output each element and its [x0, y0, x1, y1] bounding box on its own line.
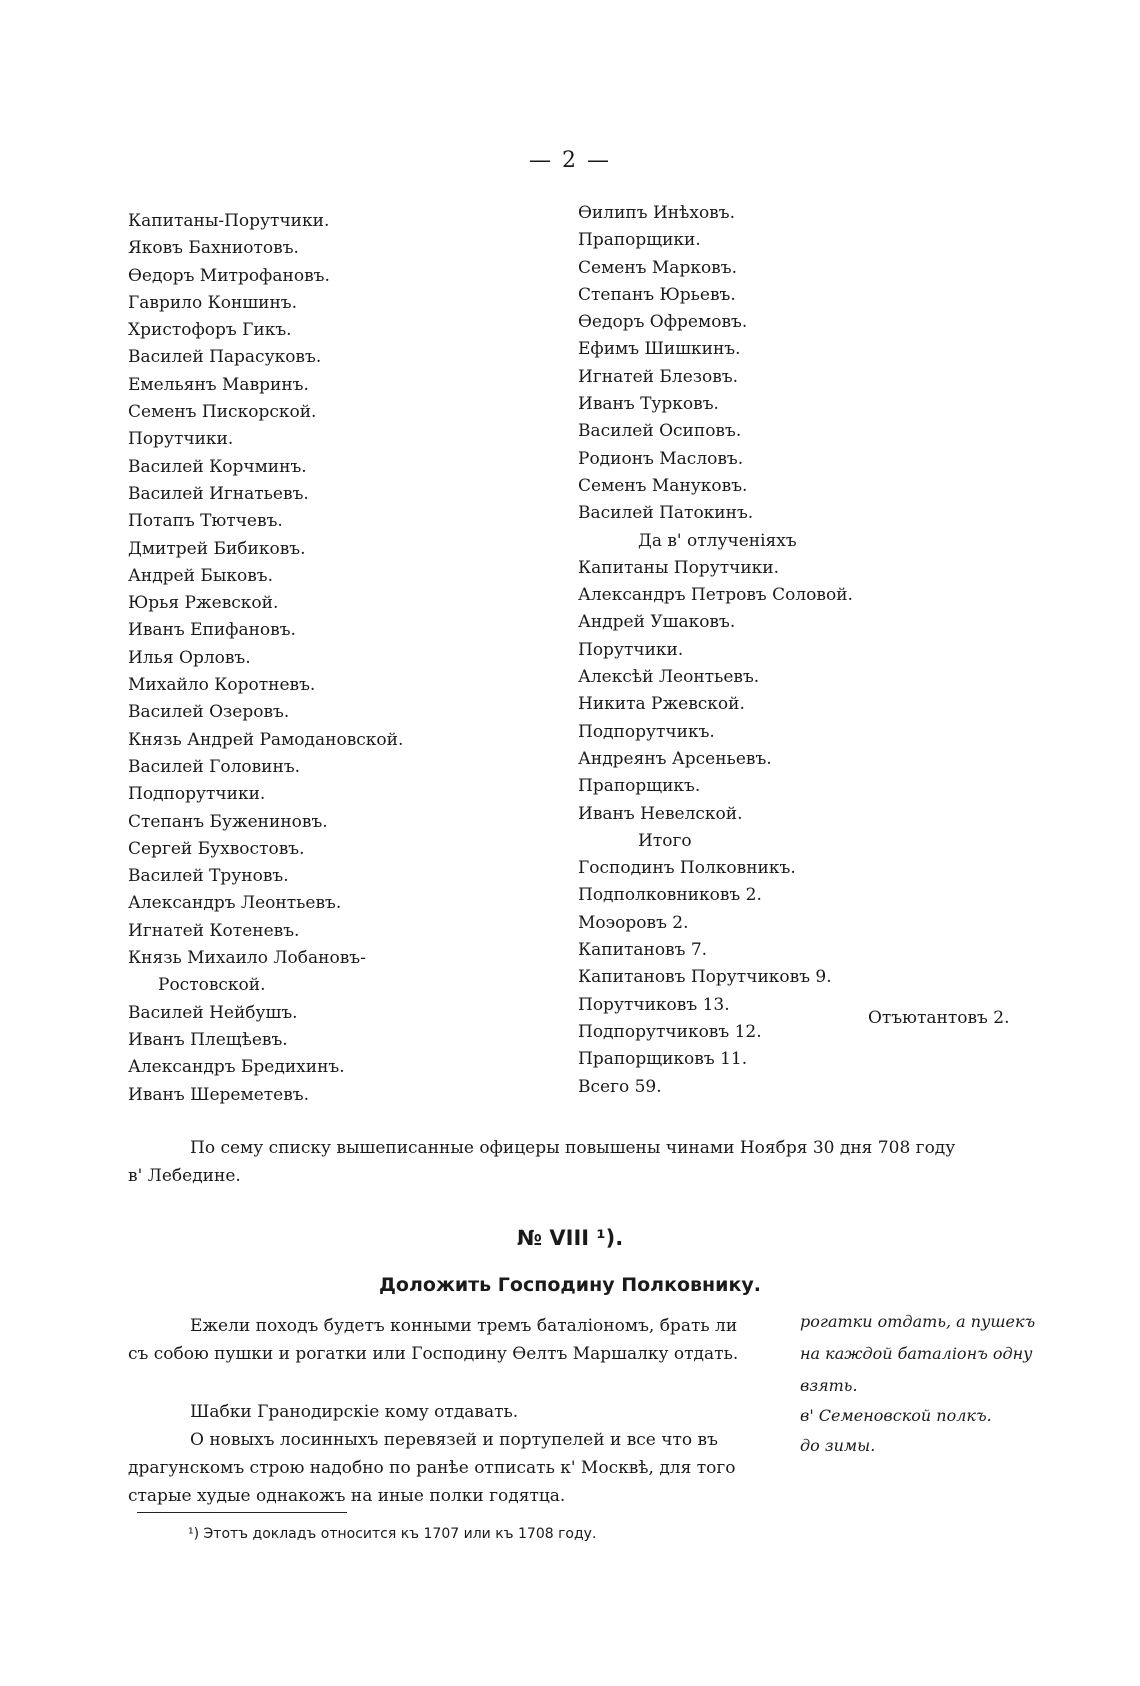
left-column-line: Сергей Бухвостовъ.	[128, 838, 305, 859]
right-column-line: Родионъ Масловъ.	[578, 448, 744, 469]
margin-note-3: взять.	[800, 1376, 858, 1395]
left-column-line: Василей Игнатьевъ.	[128, 483, 309, 504]
body-line-4: О новыхъ лосинныхъ перевязей и портупелей и все что въ	[190, 1430, 718, 1450]
section-number: № VIII ¹).	[516, 1226, 624, 1250]
left-column-line: Ѳедоръ Митрофановъ.	[128, 265, 330, 286]
page-number: — 2 —	[529, 148, 611, 173]
left-column-line: Потапъ Тютчевъ.	[128, 511, 283, 532]
right-column-line: Подпорутчикъ.	[578, 721, 715, 742]
adjutants-count: Отъютантовъ 2.	[868, 1008, 1010, 1028]
right-column-line: Господинъ Полковникъ.	[578, 858, 796, 879]
left-column-line: Илья Орловъ.	[128, 647, 251, 668]
left-column-line: Михайло Коротневъ.	[128, 675, 316, 696]
section-title: Доложить Господину Полковнику.	[379, 1274, 761, 1296]
right-column-line: Капитаны Порутчики.	[578, 557, 780, 578]
right-column-line: Ѳилипъ Инѣховъ.	[578, 203, 735, 223]
right-column-line: Прапорщикъ.	[578, 776, 701, 797]
left-column-line: Иванъ Шереметевъ.	[128, 1084, 310, 1105]
body-line-6: старые худые однакожъ на иные полки годятца.	[128, 1486, 566, 1506]
summary-line-2: в' Лебедине.	[128, 1166, 241, 1186]
left-column-line: Игнатей Котеневъ.	[128, 920, 300, 941]
officer-list-right	[578, 200, 853, 1101]
right-column-line: Степанъ Юрьевъ.	[578, 284, 736, 305]
left-column-line: Степанъ Бужениновъ.	[128, 811, 328, 832]
right-column-line: Ѳедоръ Офремовъ.	[578, 312, 748, 333]
left-column-line: Василей Нейбушъ.	[128, 1002, 298, 1023]
margin-note-4: в' Семеновской полкъ.	[800, 1406, 992, 1425]
right-column-line: Итого	[638, 830, 692, 851]
left-column-line: Иванъ Епифановъ.	[128, 620, 296, 641]
right-column-line: Порутчики.	[578, 639, 684, 660]
right-column-line: Алексѣй Леонтьевъ.	[578, 667, 760, 688]
footnote: ¹) Этотъ докладъ относится къ 1707 или къ 1708 году.	[188, 1526, 597, 1542]
right-column-line: Прапорщиковъ 11.	[578, 1049, 748, 1070]
left-column-line: Семенъ Пискорской.	[128, 402, 317, 423]
right-column-line: Игнатей Блезовъ.	[578, 366, 739, 387]
right-column-line: Подполковниковъ 2.	[578, 885, 762, 906]
left-column-line: Порутчики.	[128, 429, 234, 450]
right-column-line: Семенъ Мануковъ.	[578, 475, 748, 496]
left-column-line: Василей Озеровъ.	[128, 702, 290, 723]
left-column-line: Емельянъ Мавринъ.	[128, 374, 309, 395]
left-column-line: Гаврило Коншинъ.	[128, 292, 298, 313]
left-column-line: Капитаны-Порутчики.	[128, 211, 330, 231]
left-column-line: Князь Михаило Лобановъ-	[128, 948, 366, 969]
margin-note-1: рогатки отдать, а пушекъ	[800, 1312, 1036, 1331]
right-column-line: Никита Ржевской.	[578, 694, 745, 715]
right-column-line: Семенъ Марковъ.	[578, 257, 737, 278]
body-line-1: Ежели походъ будетъ конными тремъ баталіономъ, брать ли	[190, 1316, 738, 1336]
left-column-line: Подпорутчики.	[128, 784, 266, 805]
right-column-line: Моэоровъ 2.	[578, 912, 689, 933]
left-column-line: Александръ Леонтьевъ.	[128, 893, 342, 914]
right-column-line: Да в' отлученіяхъ	[638, 530, 797, 551]
officer-list-left	[128, 208, 403, 1109]
right-column-line: Андреянъ Арсеньевъ.	[578, 748, 772, 769]
left-column-line: Христофоръ Гикъ.	[128, 320, 292, 341]
summary-line-1: По сему списку вышеписанные офицеры повышены чинами Ноября 30 дня 708 году	[190, 1138, 956, 1158]
left-column-line: Дмитрей Бибиковъ.	[128, 538, 306, 559]
left-column-line: Александръ Бредихинъ.	[128, 1057, 345, 1078]
right-column-line: Капитановъ Порутчиковъ 9.	[578, 967, 832, 988]
left-column-line: Юрья Ржевской.	[128, 593, 279, 614]
right-column-line: Прапорщики.	[578, 230, 701, 251]
left-column-line: Андрей Быковъ.	[128, 565, 274, 586]
left-column-line: Яковъ Бахниотовъ.	[128, 238, 299, 259]
margin-note-2: на каждой баталіонъ одну	[800, 1344, 1033, 1363]
left-column-line: Ростовской.	[158, 975, 266, 996]
right-column-line: Андрей Ушаковъ.	[578, 612, 736, 633]
right-column-line: Порутчиковъ 13.	[578, 994, 730, 1015]
left-column-line: Василей Головинъ.	[128, 756, 301, 777]
left-column-line: Князь Андрей Рамодановской.	[128, 729, 404, 750]
body-line-3: Шабки Гранодирскіе кому отдавать.	[190, 1402, 519, 1422]
right-column-line: Александръ Петровъ Соловой.	[578, 585, 853, 606]
right-column-line: Иванъ Турковъ.	[578, 394, 719, 415]
right-column-line: Всего 59.	[578, 1076, 662, 1097]
right-column-line: Ефимъ Шишкинъ.	[578, 339, 741, 360]
footnote-rule	[137, 1512, 347, 1513]
left-column-line: Иванъ Плещѣевъ.	[128, 1029, 288, 1050]
left-column-line: Василей Корчминъ.	[128, 456, 307, 477]
right-column-line: Подпорутчиковъ 12.	[578, 1021, 762, 1042]
right-column-line: Василей Патокинъ.	[578, 503, 754, 524]
margin-note-5: до зимы.	[800, 1436, 876, 1455]
right-column-line: Иванъ Невелской.	[578, 803, 743, 824]
body-line-5: драгунскомъ строю надобно по ранѣе отписать к' Москвѣ, для того	[128, 1458, 736, 1478]
body-line-2: съ собою пушки и рогатки или Господину Ѳелтъ Маршалку отдать.	[128, 1344, 739, 1364]
left-column-line: Василей Труновъ.	[128, 866, 289, 887]
left-column-line: Василей Парасуковъ.	[128, 347, 322, 368]
right-column-line: Василей Осиповъ.	[578, 421, 742, 442]
right-column-line: Капитановъ 7.	[578, 940, 708, 961]
